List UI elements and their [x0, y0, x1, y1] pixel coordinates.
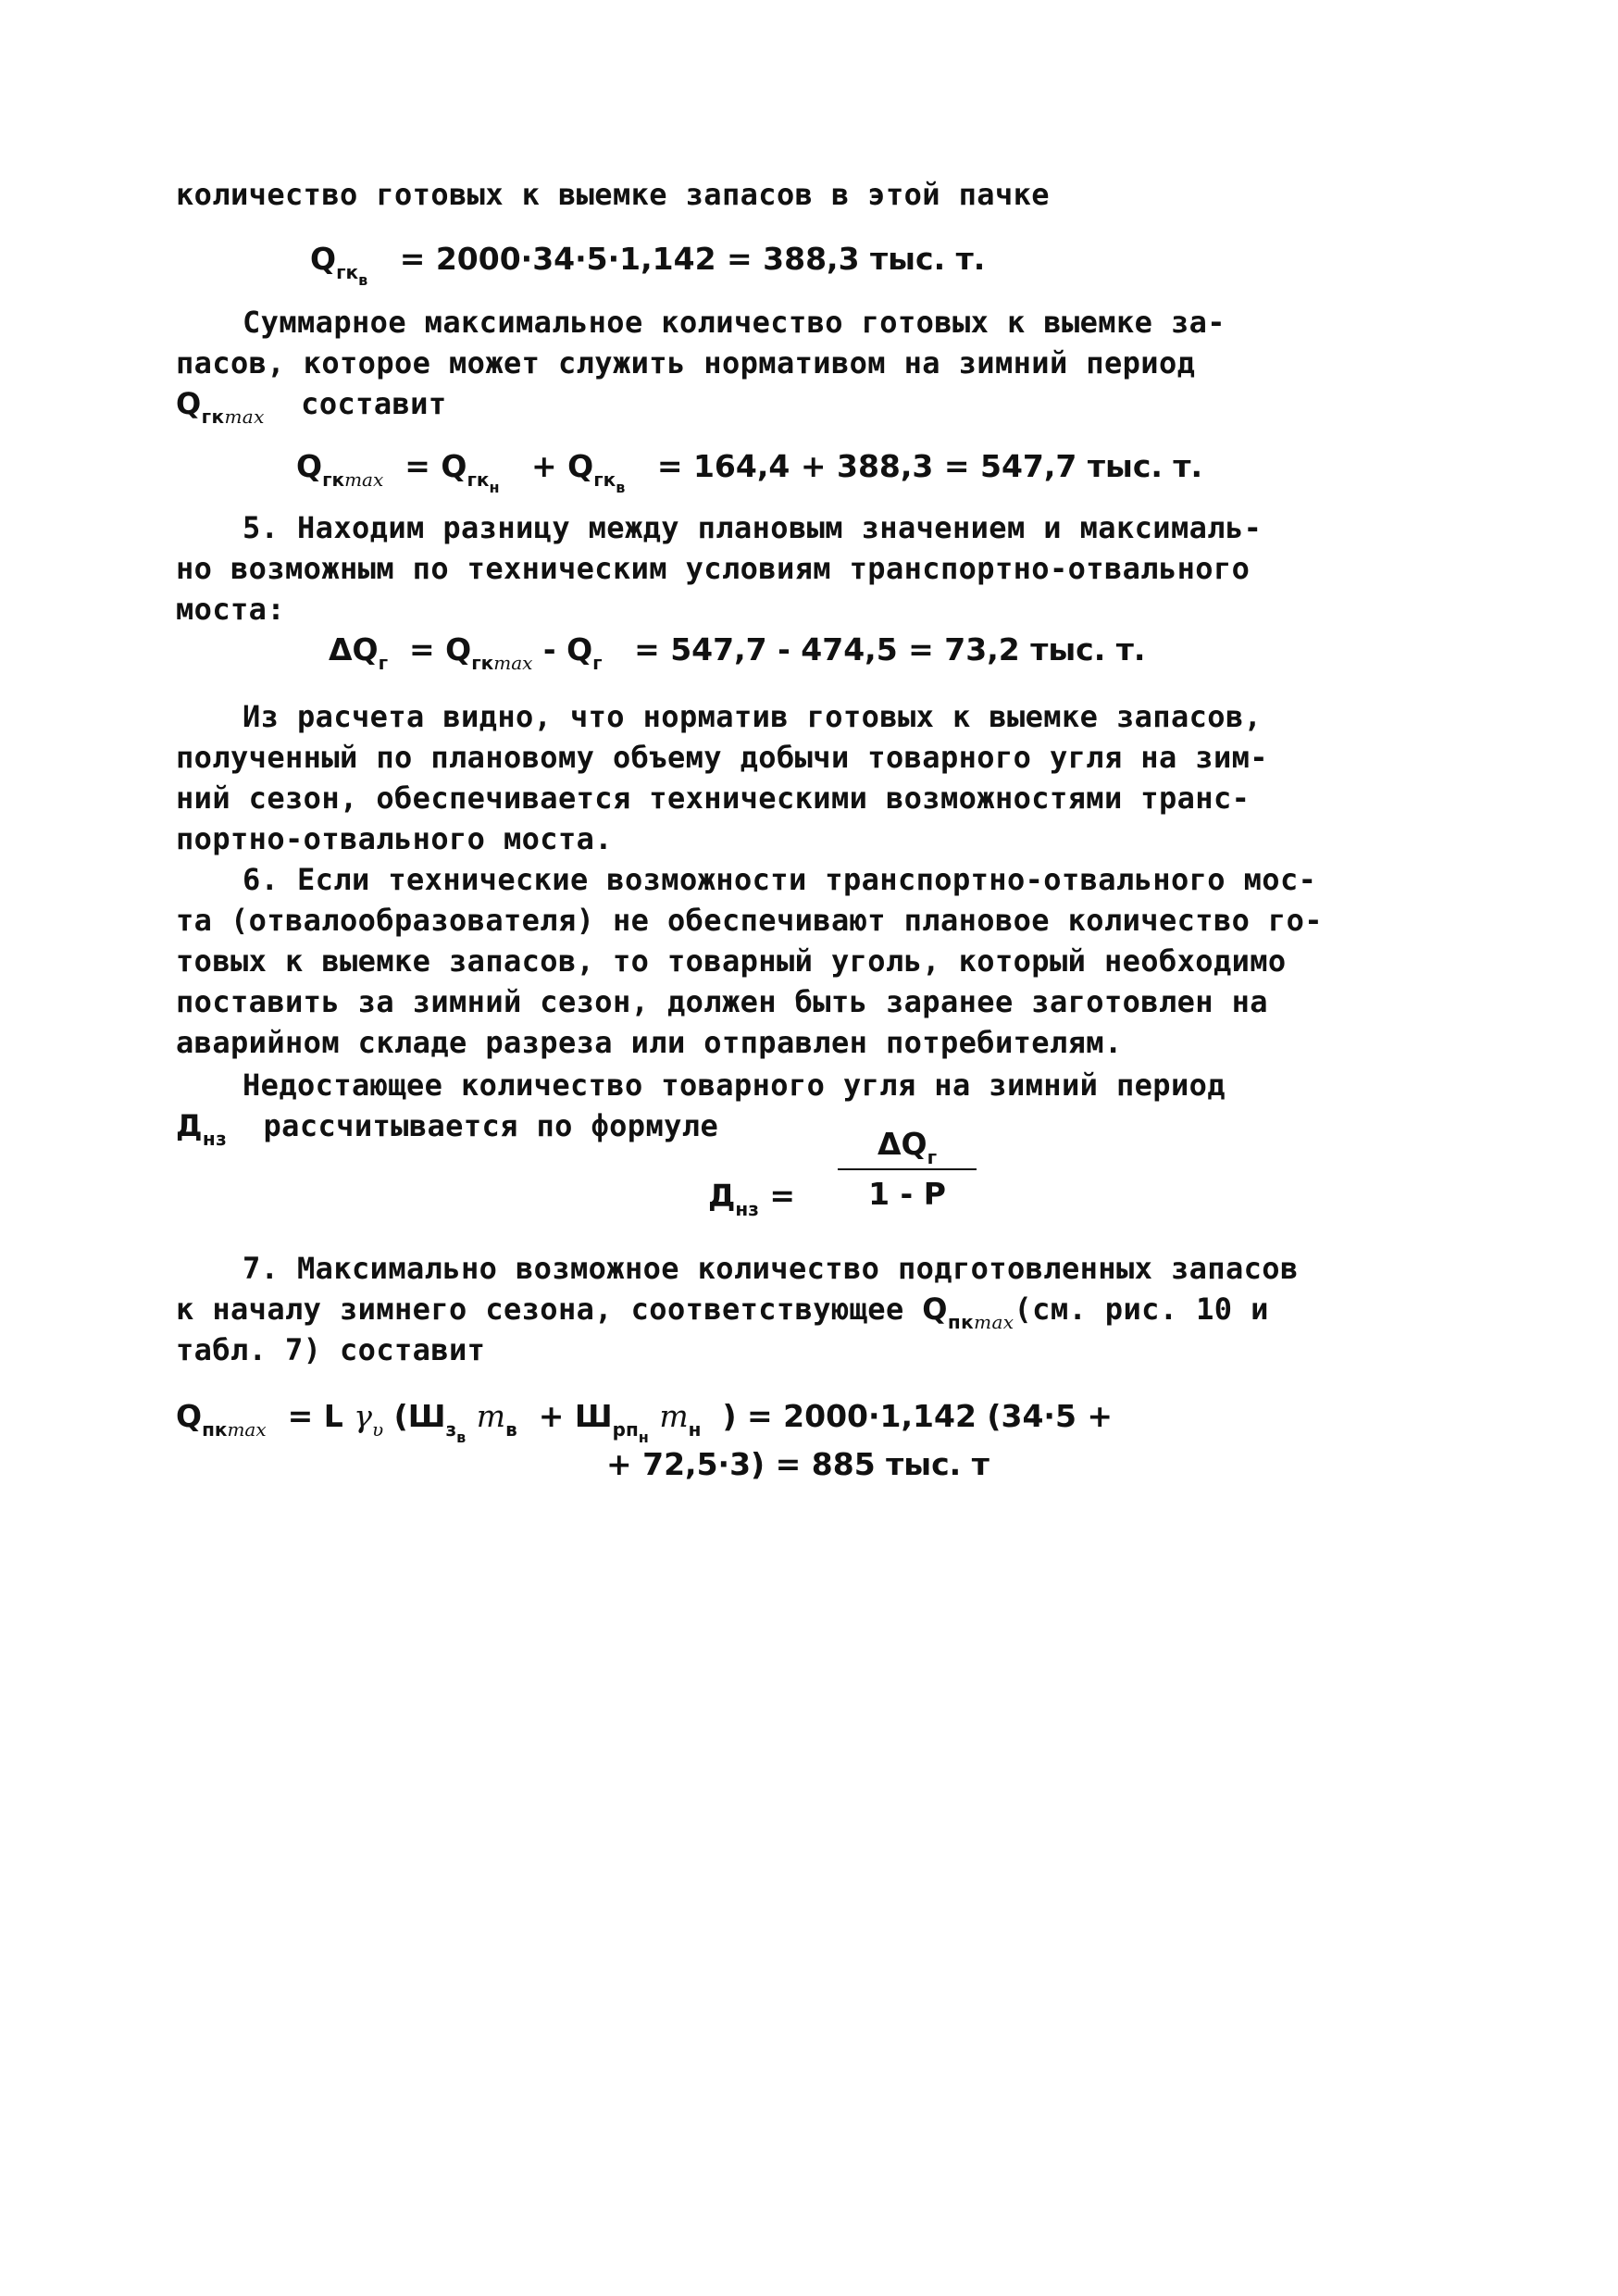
- formula-q-gk-max: $Q_{гкmax} = Q_{гк_н} + Q_{гк_в} = 164,4 + 388,3 = 547,7$ тыс. т.: [296, 448, 1203, 496]
- text-line: табл. 7) составит: [176, 1332, 486, 1367]
- text-line-with-symbol: $Д_{нз}$ рассчитывается по формуле: [176, 1108, 719, 1150]
- text-line: портно-отвального моста.: [176, 821, 613, 856]
- text-line: товых к выемке запасов, то товарный уголь, который необходимо: [176, 943, 1287, 979]
- text-line: аварийном складе разреза или отправлен потребителям.: [176, 1025, 1123, 1060]
- formula-q-gk-v: $Q_{гк_в} = 2000\cdot 34\cdot 5\cdot 1,142 = 388,3$ тыс. т.: [310, 241, 986, 289]
- text-line-with-symbol: к началу зимнего сезона, соответствующее $Q_{пкmax}(см$. рис. 10 и: [176, 1292, 1269, 1333]
- fraction-numerator: $\Delta Q_г$: [877, 1126, 938, 1168]
- text-line: 5. Находим разницу между плановым значением и максималь-: [243, 510, 1263, 545]
- formula-d-nz-lhs: $Д_{нз}$ =: [708, 1178, 795, 1220]
- text-line: Из расчета видно, что норматив готовых к выемке запасов,: [243, 699, 1263, 734]
- formula-q-pk-max-cont: + 72,5·3) = 885 тыс. т: [606, 1446, 989, 1482]
- formula-fraction: [838, 1126, 977, 1228]
- text-line: Недостающее количество товарного угля на зимний период: [243, 1067, 1226, 1103]
- fraction-bar: [838, 1168, 977, 1170]
- text-line: пасов, которое может служить нормативом на зимний период: [176, 345, 1196, 381]
- text-line: количество готовых к выемке запасов в этой пачке: [176, 177, 1050, 212]
- text-line: 7. Максимально возможное количество подготовленных запасов: [243, 1251, 1299, 1286]
- text-line: та (отвалообразователя) не обеспечивают плановое количество го-: [176, 903, 1323, 938]
- formula-q-pk-max: $Q_{пкmax} = L$ $\gamma_\upsilon$ ($Ш_{з_в}$ $m_в + Ш_{рп_н}$ $m_н$ ) = 2000·1,142 (34·5 +: [176, 1398, 1114, 1446]
- text-line-with-symbol: $Q_{гкmax}$ составит: [176, 386, 447, 428]
- text-line: ний сезон, обеспечивается техническими возможностями транс-: [176, 780, 1251, 816]
- text-line: поставить за зимний сезон, должен быть заранее заготовлен на: [176, 984, 1268, 1019]
- text-line: но возможным по техническим условиям транспортно-отвального: [176, 551, 1251, 586]
- text-line: моста:: [176, 592, 285, 627]
- formula-delta-q: $\Delta Q_г = Q_{гкmax} - Q_г$ = 547,7 - 474,5 = 73,2 тыс. т.: [329, 631, 1146, 674]
- fraction-denominator: 1 - P: [868, 1176, 946, 1212]
- text-line: 6. Если технические возможности транспортно-отвального мос-: [243, 862, 1317, 897]
- text-line: Суммарное максимальное количество готовых к выемке за-: [243, 305, 1226, 340]
- text-line: полученный по плановому объему добычи товарного угля на зим-: [176, 740, 1268, 775]
